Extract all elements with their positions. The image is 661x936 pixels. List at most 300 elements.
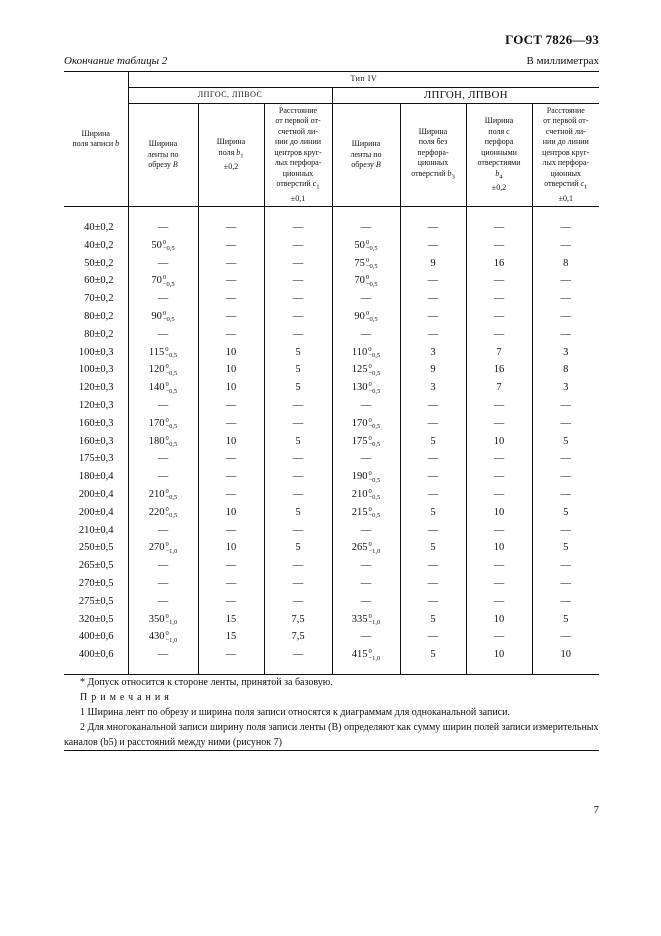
table-cell <box>400 381 466 399</box>
table-cell <box>466 399 532 417</box>
cell-value: 5 <box>563 435 569 447</box>
cell-value: — <box>225 471 237 483</box>
table-cell <box>332 381 400 399</box>
table-cell <box>332 399 400 417</box>
col-header-tape-width-2: Ширина ленты по обрезу B <box>332 104 400 207</box>
table-cell <box>400 452 466 470</box>
table-cell <box>198 417 264 435</box>
group2-label: ЛПГОН, ЛПВОН <box>332 88 599 104</box>
cell-value: — <box>493 417 505 429</box>
cell-value: 5 <box>295 435 301 447</box>
cell-value: — <box>292 595 304 607</box>
cell-value: 5 <box>430 542 436 554</box>
cell-value: — <box>427 275 439 287</box>
table-cell <box>198 435 264 453</box>
cell-value: 5 <box>295 364 301 376</box>
table-cell <box>332 630 400 648</box>
cell-value: — <box>427 328 439 340</box>
table-cell <box>466 595 532 613</box>
cell-value: — <box>225 399 237 411</box>
cell-value: 130 <box>351 382 368 394</box>
table-cell <box>128 292 198 310</box>
cell-record-width <box>64 221 128 239</box>
table-cell <box>332 595 400 613</box>
group1-label: ЛПГОС, ЛПВОС <box>128 88 332 104</box>
table-cell <box>128 488 198 506</box>
cell-value: — <box>157 577 169 589</box>
cell-value: — <box>560 560 572 572</box>
cell-record-width <box>64 577 128 595</box>
table-cell <box>332 435 400 453</box>
table-cell <box>400 399 466 417</box>
cell-value: 270 <box>148 542 165 554</box>
cell-value: 190 <box>351 471 368 483</box>
table-cell <box>198 577 264 595</box>
cell-value: 7,5 <box>291 631 305 643</box>
cell-value: 16 <box>493 257 505 269</box>
cell-value: — <box>225 275 237 287</box>
table-cell <box>332 559 400 577</box>
table-cell <box>466 613 532 631</box>
table-cell <box>466 292 532 310</box>
table-cell <box>532 488 599 506</box>
cell-value: 75 <box>354 257 365 269</box>
cell-record-width <box>64 310 128 328</box>
cell-value: — <box>292 453 304 465</box>
table-cell <box>466 239 532 257</box>
cell-value: 170 <box>351 417 368 429</box>
cell-value: 10 <box>493 506 505 518</box>
table-cell <box>466 435 532 453</box>
cell-value: — <box>560 239 572 251</box>
cell-value: — <box>157 257 169 269</box>
cell-value: 140 <box>148 382 165 394</box>
cell-value: 3 <box>430 346 436 358</box>
table-cell <box>332 292 400 310</box>
table-cell <box>532 630 599 648</box>
table-caption: Окончание таблицы 2 <box>64 55 168 67</box>
table-cell <box>400 417 466 435</box>
cell-value: — <box>292 257 304 269</box>
table-cell <box>198 381 264 399</box>
cell-record-width <box>64 274 128 292</box>
table-cell <box>532 292 599 310</box>
cell-value: 3 <box>563 382 569 394</box>
cell-value: 110 <box>351 346 368 358</box>
tolerance: 0 −0,5 <box>162 238 175 253</box>
table-cell <box>400 648 466 666</box>
cell-value: — <box>360 577 372 589</box>
cell-value: — <box>157 453 169 465</box>
cell-record-width <box>64 630 128 648</box>
cell-value: — <box>292 222 304 233</box>
table-row <box>64 399 599 417</box>
cell-value: — <box>427 631 439 643</box>
cell-record-width <box>64 399 128 417</box>
cell-value: 100±0,3 <box>78 346 114 358</box>
cell-value: 120 <box>148 364 165 376</box>
table-cell <box>400 524 466 542</box>
table-cell <box>332 541 400 559</box>
cell-value: — <box>225 328 237 340</box>
cell-value: — <box>427 560 439 572</box>
table-cell <box>128 257 198 275</box>
cell-value: — <box>292 293 304 305</box>
table-cell <box>128 381 198 399</box>
cell-record-width <box>64 239 128 257</box>
table-cell <box>400 541 466 559</box>
table-cell <box>128 363 198 381</box>
table-cell <box>128 417 198 435</box>
table-cell <box>198 292 264 310</box>
cell-value: 9 <box>430 257 436 269</box>
table-cell <box>264 274 332 292</box>
table-cell <box>264 328 332 346</box>
table-cell <box>198 595 264 613</box>
cell-value: — <box>157 222 169 233</box>
cell-value: — <box>157 560 169 572</box>
table-cell <box>198 648 264 666</box>
table-cell <box>128 221 198 239</box>
tolerance: 0 −0,5 <box>365 309 378 324</box>
table-cell <box>332 417 400 435</box>
table-row <box>64 595 599 613</box>
col-header-tape-width-1: Ширина ленты по обрезу B <box>128 104 198 207</box>
table-cell <box>532 577 599 595</box>
tolerance: 0 −0,5 <box>165 416 178 431</box>
table-row <box>64 328 599 346</box>
cell-record-width <box>64 524 128 542</box>
cell-value: — <box>225 577 237 589</box>
cell-value: — <box>225 595 237 607</box>
table-cell <box>264 417 332 435</box>
tolerance: 0 −0,5 <box>365 238 378 253</box>
tolerance: 0 −1,0 <box>165 612 178 627</box>
cell-value: 8 <box>563 364 569 376</box>
notes-title: Примечания <box>80 691 173 703</box>
table-cell <box>264 363 332 381</box>
cell-value: 40±0,2 <box>84 239 114 251</box>
cell-record-width <box>64 488 128 506</box>
cell-value: 16 <box>493 364 505 376</box>
cell-value: 5 <box>295 506 301 518</box>
table-cell <box>400 577 466 595</box>
cell-value: 175 <box>351 435 368 447</box>
cell-value: 5 <box>295 542 301 554</box>
cell-value: 415 <box>351 649 368 661</box>
table-cell <box>400 239 466 257</box>
table-cell <box>264 630 332 648</box>
table-cell <box>128 435 198 453</box>
table-cell <box>264 541 332 559</box>
cell-value: — <box>560 222 572 233</box>
table-cell <box>264 524 332 542</box>
table-cell <box>128 595 198 613</box>
table-cell <box>332 221 400 239</box>
cell-value: — <box>427 222 439 233</box>
tolerance: 0 −0,5 <box>165 381 178 395</box>
table-cell <box>128 613 198 631</box>
cell-value: — <box>225 239 237 251</box>
cell-value: 9 <box>430 364 436 376</box>
cell-value: 265±0,5 <box>78 560 114 572</box>
cell-value: 10 <box>225 506 237 518</box>
cell-value: — <box>360 293 372 305</box>
cell-value: 7 <box>496 346 502 358</box>
table-cell <box>466 524 532 542</box>
cell-value: — <box>493 488 505 500</box>
table-cell <box>264 346 332 364</box>
cell-value: 335 <box>351 613 368 625</box>
cell-value: 5 <box>563 613 569 625</box>
cell-value: 80±0,2 <box>84 328 114 340</box>
table-cell <box>332 452 400 470</box>
table-cell <box>532 470 599 488</box>
tolerance: 0 −1,0 <box>165 630 178 644</box>
cell-value: 265 <box>351 542 368 554</box>
table-cell <box>332 488 400 506</box>
cell-value: — <box>560 417 572 429</box>
table-cell <box>198 452 264 470</box>
table-cell <box>128 452 198 470</box>
cell-value: 200±0,4 <box>78 506 114 518</box>
cell-value: — <box>560 631 572 643</box>
cell-value: — <box>292 399 304 411</box>
table-cell <box>332 274 400 292</box>
cell-value: 275±0,5 <box>78 595 114 607</box>
table-cell <box>198 506 264 524</box>
cell-value: — <box>157 328 169 340</box>
cell-value: — <box>560 488 572 500</box>
table-cell <box>264 257 332 275</box>
cell-value: 50 <box>151 239 162 251</box>
table-cell <box>332 346 400 364</box>
table-cell <box>128 328 198 346</box>
cell-value: 15 <box>225 631 237 643</box>
col-header-record-width: Ширина поля записи b <box>64 72 128 207</box>
cell-value: 320±0,5 <box>78 613 114 625</box>
cell-value: — <box>225 310 237 322</box>
table-cell <box>400 257 466 275</box>
cell-value: — <box>493 239 505 251</box>
table-cell <box>128 310 198 328</box>
cell-record-width <box>64 470 128 488</box>
cell-value: — <box>225 417 237 429</box>
cell-value: — <box>493 399 505 411</box>
table-cell <box>532 274 599 292</box>
table-row <box>64 346 599 364</box>
cell-value: — <box>427 399 439 411</box>
cell-value: — <box>427 471 439 483</box>
cell-value: 3 <box>430 382 436 394</box>
cell-value: 350 <box>148 613 165 625</box>
table-cell <box>128 470 198 488</box>
table-cell <box>128 506 198 524</box>
cell-value: — <box>560 328 572 340</box>
cell-value: 5 <box>295 346 301 358</box>
tolerance: 0 −0,5 <box>365 274 378 288</box>
table-cell <box>198 239 264 257</box>
table-cell <box>466 417 532 435</box>
tolerance: 0 −0,5 <box>368 416 381 431</box>
cell-value: 10 <box>225 435 237 447</box>
table-cell <box>466 257 532 275</box>
table-cell <box>128 239 198 257</box>
table-cell <box>332 648 400 666</box>
table-cell <box>264 381 332 399</box>
cell-value: 5 <box>563 506 569 518</box>
cell-value: — <box>157 293 169 305</box>
cell-value: 270±0,5 <box>78 577 114 589</box>
table-cell <box>532 363 599 381</box>
table-cell <box>466 328 532 346</box>
tolerance: 0 −0,5 <box>165 345 178 360</box>
cell-value: 40±0,2 <box>84 222 114 233</box>
table-cell <box>400 292 466 310</box>
cell-value: — <box>560 577 572 589</box>
cell-value: 160±0,3 <box>78 417 114 429</box>
table-cell <box>532 346 599 364</box>
cell-value: — <box>157 524 169 536</box>
tolerance: 0 −0,5 <box>165 434 178 449</box>
cell-value: — <box>427 417 439 429</box>
cell-value: 220 <box>148 506 165 518</box>
cell-value: — <box>493 453 505 465</box>
cell-value: 10 <box>225 382 237 394</box>
table-cell <box>532 310 599 328</box>
table-cell <box>532 559 599 577</box>
cell-value: — <box>493 631 505 643</box>
cell-record-width <box>64 435 128 453</box>
cell-value: 120±0,3 <box>78 382 114 394</box>
table-cell <box>264 595 332 613</box>
tolerance: 0 −0,5 <box>368 381 381 395</box>
table-row <box>64 310 599 328</box>
cell-value: — <box>292 488 304 500</box>
table-cell <box>198 541 264 559</box>
cell-value: — <box>427 595 439 607</box>
table-cell <box>466 452 532 470</box>
table-cell <box>400 221 466 239</box>
table-cell <box>264 399 332 417</box>
cell-value: 5 <box>295 382 301 394</box>
table-row <box>64 239 599 257</box>
cell-value: 7,5 <box>291 613 305 625</box>
table-cell <box>264 239 332 257</box>
cell-value: 170 <box>148 417 165 429</box>
cell-value: — <box>493 471 505 483</box>
tolerance: 0 −0,5 <box>365 256 378 271</box>
table-cell <box>332 310 400 328</box>
cell-record-width <box>64 559 128 577</box>
table-cell <box>264 221 332 239</box>
table-cell <box>198 257 264 275</box>
tolerance: 0 −0,5 <box>368 470 381 484</box>
page-number: 7 <box>593 804 599 816</box>
table-cell <box>532 328 599 346</box>
table-cell <box>466 541 532 559</box>
cell-value: 10 <box>493 649 505 661</box>
cell-value: 10 <box>225 364 237 376</box>
table-cell <box>466 346 532 364</box>
tolerance: 0 −0,5 <box>368 434 381 449</box>
cell-value: — <box>560 595 572 607</box>
table-cell <box>532 381 599 399</box>
tolerance: 0 −0,5 <box>368 487 381 502</box>
tolerance: 0 −0,5 <box>368 505 381 520</box>
cell-record-width <box>64 363 128 381</box>
table-row <box>64 257 599 275</box>
cell-record-width <box>64 648 128 666</box>
cell-value: — <box>225 222 237 233</box>
table-cell <box>128 346 198 364</box>
cell-value: 125 <box>351 364 368 376</box>
cell-value: — <box>292 310 304 322</box>
table-cell <box>264 435 332 453</box>
table-row <box>64 292 599 310</box>
cell-value: 5 <box>430 649 436 661</box>
cell-value: 200±0,4 <box>78 488 114 500</box>
cell-value: — <box>560 471 572 483</box>
table-cell <box>264 310 332 328</box>
table-cell <box>332 613 400 631</box>
table-cell <box>466 630 532 648</box>
cell-value: — <box>427 293 439 305</box>
table-cell <box>466 648 532 666</box>
table-cell <box>198 328 264 346</box>
cell-value: 50 <box>354 239 365 251</box>
cell-value: 10 <box>493 542 505 554</box>
cell-value: — <box>292 239 304 251</box>
footnote: * Допуск относится к стороне ленты, принятой за базовую. <box>80 676 333 688</box>
table-cell <box>532 541 599 559</box>
cell-value: — <box>360 222 372 233</box>
cell-value: 80±0,2 <box>84 310 114 322</box>
tolerance: 0 −1,0 <box>368 612 381 627</box>
table-cell <box>532 435 599 453</box>
cell-record-width <box>64 292 128 310</box>
tolerance: 0 −0,5 <box>368 363 381 377</box>
cell-value: 10 <box>493 435 505 447</box>
cell-value: — <box>157 595 169 607</box>
table-row <box>64 363 599 381</box>
table-cell <box>532 417 599 435</box>
table-cell <box>264 292 332 310</box>
cell-value: — <box>493 595 505 607</box>
cell-record-width <box>64 346 128 364</box>
cell-value: — <box>427 310 439 322</box>
table-cell <box>128 648 198 666</box>
cell-value: — <box>560 524 572 536</box>
table-cell <box>400 488 466 506</box>
table-row <box>64 648 599 666</box>
table-row <box>64 541 599 559</box>
cell-value: 15 <box>225 613 237 625</box>
cell-value: 120±0,3 <box>78 399 114 411</box>
cell-value: — <box>360 595 372 607</box>
table-row <box>64 524 599 542</box>
cell-value: — <box>560 399 572 411</box>
table-cell <box>400 274 466 292</box>
cell-record-width <box>64 595 128 613</box>
cell-value: — <box>427 239 439 251</box>
table-cell <box>264 559 332 577</box>
table-cell <box>128 399 198 417</box>
table-cell <box>332 239 400 257</box>
table-cell <box>198 559 264 577</box>
cell-value: 210 <box>351 488 368 500</box>
type-label: Тип IV <box>128 72 599 88</box>
